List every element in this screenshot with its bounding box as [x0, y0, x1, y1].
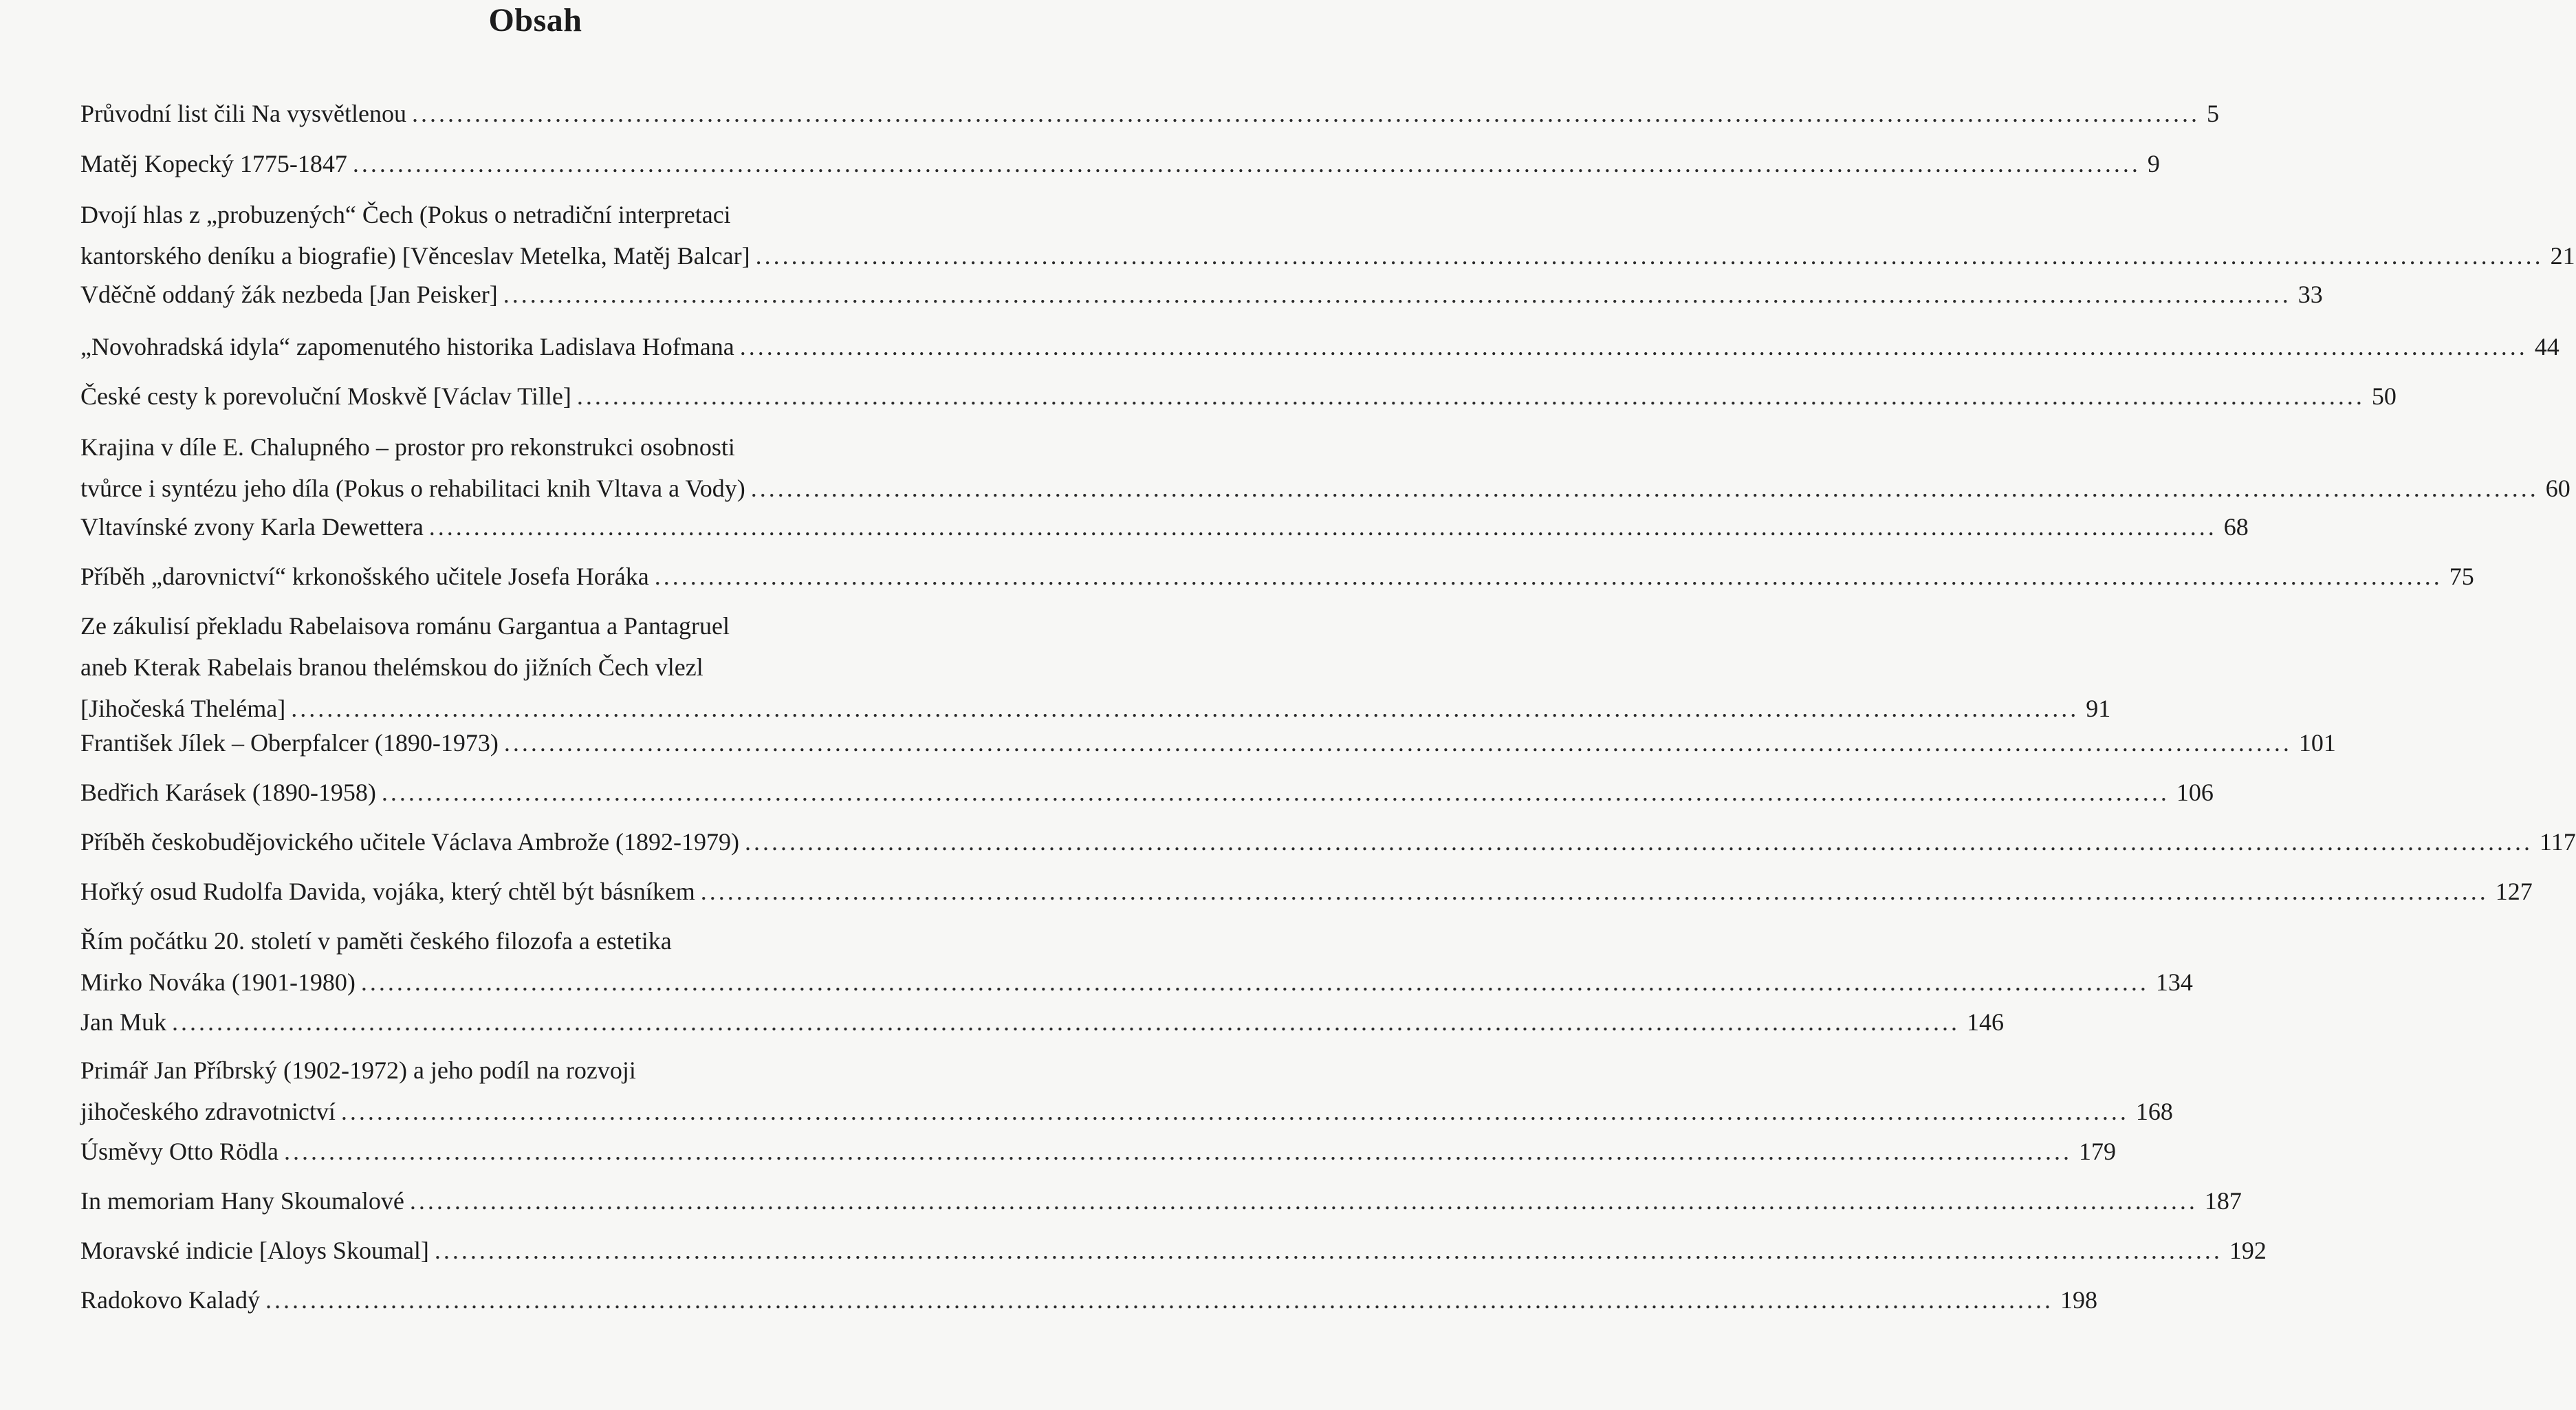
- toc-entry-title-line: aneb Kterak Rabelais branou thelémskou do jižních Čech vlezl: [80, 653, 703, 681]
- dot-leader: ........................................................................................................................................................................................................: [409, 1187, 2198, 1215]
- toc-entry: [80, 93, 2219, 134]
- toc-entry: [80, 194, 2575, 276]
- dot-leader: ........................................................................................................................................................................................................: [700, 878, 2489, 905]
- toc-entry-title-line: Příběh „darovnictví“ krkonošského učitele Josefa Horáka: [80, 563, 649, 590]
- toc-entry-title-line: Bedřich Karásek (1890-1958): [80, 779, 376, 806]
- toc-entry: [80, 326, 2559, 367]
- toc-entry: [80, 871, 2533, 912]
- toc-page-number: 117: [2540, 828, 2576, 856]
- dot-leader: ........................................................................................................................................................................................................: [265, 1286, 2053, 1314]
- toc-entry-title-line: Řím počátku 20. století v paměti českého filozofa a estetika: [80, 927, 672, 955]
- toc-entry-title-line: kantorského deníku a biografie) [Věnceslav Metelka, Matěj Balcar]: [80, 242, 750, 270]
- toc-page-number: 134: [2155, 968, 2193, 996]
- dot-leader: ........................................................................................................................................................................................................: [411, 100, 2200, 127]
- toc-page-number: 127: [2495, 878, 2533, 905]
- toc-page-number: 60: [2545, 475, 2570, 502]
- toc-entry-title-line: Dvojí hlas z „probuzených“ Čech (Pokus o netradiční interpretaci: [80, 201, 731, 228]
- toc-entry: [80, 274, 2323, 315]
- toc-entry-title-line: Vděčně oddaný žák nezbeda [Jan Peisker]: [80, 281, 498, 308]
- dot-leader: ........................................................................................................................................................................................................: [755, 242, 2544, 270]
- toc-entry-title-line: Hořký osud Rudolfa Davida, vojáka, který chtěl být básníkem: [80, 878, 695, 905]
- toc-entry: [80, 605, 2111, 729]
- toc-entry-title-line: Příběh českobudějovického učitele Václava Ambrože (1892-1979): [80, 828, 740, 856]
- toc-page-number: 91: [2086, 695, 2111, 722]
- toc-page-number: 50: [2371, 382, 2397, 410]
- dot-leader: ........................................................................................................................................................................................................: [503, 281, 2291, 308]
- dot-leader: ........................................................................................................................................................................................................: [381, 779, 2170, 806]
- dot-leader: ........................................................................................................................................................................................................: [503, 729, 2292, 757]
- toc-entry-title-line: [Jihočeská Theléma]: [80, 695, 286, 722]
- toc-entry: [80, 722, 2336, 763]
- dot-leader: ........................................................................................................................................................................................................: [750, 475, 2539, 502]
- toc-page-number: 5: [2206, 100, 2219, 127]
- toc-page-number: 33: [2297, 281, 2323, 308]
- toc-entry-title-line: Mirko Nováka (1901-1980): [80, 968, 356, 996]
- toc-entry-title-line: In memoriam Hany Skoumalové: [80, 1187, 404, 1215]
- toc-entry: [80, 1180, 2242, 1222]
- toc-page-number: 146: [1967, 1008, 2004, 1036]
- toc-page-number: 75: [2449, 563, 2474, 590]
- toc-entry: [80, 1279, 2097, 1321]
- dot-leader: ........................................................................................................................................................................................................: [434, 1237, 2223, 1264]
- toc-entry: [80, 772, 2214, 813]
- toc-page-number: 192: [2229, 1237, 2267, 1264]
- toc-entry-title-line: Vltavínské zvony Karla Dewettera: [80, 513, 424, 541]
- toc-page-number: 187: [2204, 1187, 2242, 1215]
- toc-entry-title-line: tvůrce i syntézu jeho díla (Pokus o rehabilitaci knih Vltava a Vody): [80, 475, 745, 502]
- toc-entry-title-line: Moravské indicie [Aloys Skoumal]: [80, 1237, 429, 1264]
- toc-entry-title-line: Matěj Kopecký 1775-1847: [80, 150, 347, 177]
- toc-page-number: 168: [2135, 1098, 2173, 1125]
- dot-leader: ........................................................................................................................................................................................................: [360, 968, 2149, 996]
- toc-page-number: 179: [2078, 1138, 2116, 1165]
- toc-entry: [80, 426, 2570, 509]
- toc-entry: [80, 1131, 2116, 1172]
- toc-page-number: 68: [2223, 513, 2249, 541]
- toc-page-number: 44: [2534, 333, 2559, 360]
- toc-entry: [80, 1230, 2267, 1271]
- toc-entry: [80, 556, 2474, 597]
- dot-leader: ........................................................................................................................................................................................................: [654, 563, 2443, 590]
- dot-leader: ........................................................................................................................................................................................................: [428, 513, 2217, 541]
- toc-entry: [80, 1001, 2004, 1043]
- toc-entry-title-line: Radokovo Kaladý: [80, 1286, 260, 1314]
- toc-entry-title-line: Průvodní list čili Na vysvětlenou: [80, 100, 406, 127]
- toc-entry: [80, 506, 2249, 547]
- toc-entry-title-line: jihočeského zdravotnictví: [80, 1098, 336, 1125]
- toc-entry-title-line: Ze zákulisí překladu Rabelaisova románu Gargantua a Pantagruel: [80, 612, 730, 640]
- toc-entry-title-line: České cesty k porevoluční Moskvě [Václav Tille]: [80, 382, 571, 410]
- toc-entry-title-line: Jan Muk: [80, 1008, 166, 1036]
- toc-entry-title-line: „Novohradská idyla“ zapomenutého historika Ladislava Hofmana: [80, 333, 734, 360]
- dot-leader: ........................................................................................................................................................................................................: [745, 828, 2533, 856]
- page-title: Obsah: [488, 2, 582, 39]
- dot-leader: ........................................................................................................................................................................................................: [340, 1098, 2129, 1125]
- dot-leader: ........................................................................................................................................................................................................: [739, 333, 2528, 360]
- dot-leader: ........................................................................................................................................................................................................: [576, 382, 2365, 410]
- toc-entry: [80, 376, 2397, 417]
- toc-page-number: 101: [2298, 729, 2336, 757]
- dot-leader: ........................................................................................................................................................................................................: [352, 150, 2141, 177]
- toc-page-number: 21: [2550, 242, 2575, 270]
- toc-entry-title-line: František Jílek – Oberpfalcer (1890-1973): [80, 729, 499, 757]
- toc-entry-title-line: Úsměvy Otto Rödla: [80, 1138, 279, 1165]
- toc-page-number: 198: [2060, 1286, 2097, 1314]
- toc-entry: [80, 821, 2576, 863]
- dot-leader: ........................................................................................................................................................................................................: [283, 1138, 2072, 1165]
- toc-page-number: 106: [2176, 779, 2214, 806]
- toc-entry: [80, 143, 2160, 184]
- toc-entry-title-line: Primář Jan Příbrský (1902-1972) a jeho podíl na rozvoji: [80, 1056, 636, 1084]
- dot-leader: ........................................................................................................................................................................................................: [291, 695, 2080, 722]
- toc-entry: [80, 920, 2193, 1003]
- toc-page-number: 9: [2147, 150, 2160, 177]
- toc-entry: [80, 1050, 2173, 1132]
- toc-entry-title-line: Krajina v díle E. Chalupného – prostor pro rekonstrukci osobnosti: [80, 433, 735, 461]
- dot-leader: ........................................................................................................................................................................................................: [172, 1008, 1960, 1036]
